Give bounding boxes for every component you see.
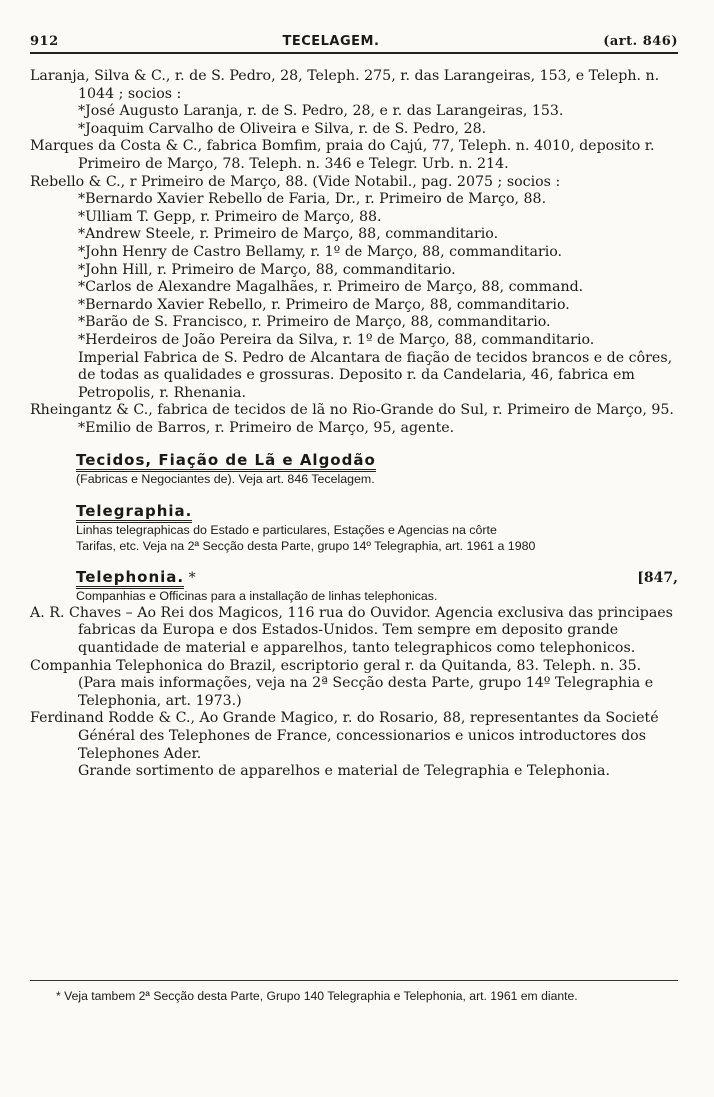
entry-entry-15: Rheingantz & C., fabrica de tecidos de lã no Rio-Grande do Sul, r. Primeiro de Março, 95. xyxy=(30,402,674,419)
section-heading-tecidos: Tecidos, Fiação de Lã e Algodão xyxy=(76,451,376,472)
article-reference: (art. 846) xyxy=(603,34,678,49)
entry-sub-5: *Bernardo Xavier Rebello de Faria, Dr., r. Primeiro de Março, 88. xyxy=(78,191,547,208)
section-heading-telephonia: Telephonia. xyxy=(76,568,184,589)
entry-sub-10: *Carlos de Alexandre Magalhães, r. Primeiro de Março, 88, command. xyxy=(78,279,584,296)
section-note-tecidos: (Fabricas e Negociantes de). Veja art. 846 Tecelagem. xyxy=(76,472,375,487)
entry-sub-11: *Bernardo Xavier Rebello, r. Primeiro de Março, 88, commanditario. xyxy=(78,296,570,313)
entry-sub-1: *José Augusto Laranja, r. de S. Pedro, 28, e r. das Larangeiras, 153. xyxy=(78,103,564,120)
telephonia-star: * xyxy=(188,570,196,587)
entry-sub-12: *Barão de S. Francisco, r. Primeiro de Março, 88, commanditario. xyxy=(78,314,551,331)
section-heading-telegraphia: Telegraphia. xyxy=(76,502,192,523)
section-tecidos xyxy=(76,437,678,488)
section-note-telephonia: Companhias e Officinas para a installação de linhas telephonicas. xyxy=(76,589,438,604)
entry-sub-8: *John Henry de Castro Bellamy, r. 1º de Março, 88, commanditario. xyxy=(78,243,563,260)
page-number: 912 xyxy=(30,34,59,49)
section-telegraphia xyxy=(76,488,678,554)
page-header xyxy=(30,34,678,54)
entry-sub-7: *Andrew Steele, r. Primeiro de Março, 88, commanditario. xyxy=(78,226,499,243)
entry-sub-9: *John Hill, r. Primeiro de Março, 88, commanditario. xyxy=(78,261,456,278)
telephonia-headline xyxy=(76,554,678,589)
footnote xyxy=(30,980,678,1004)
document-body xyxy=(30,68,678,781)
tecelagem-entries xyxy=(30,68,678,437)
telephonia-entries xyxy=(30,605,678,781)
tel-entry-entry-0: A. R. Chaves – Ao Rei dos Magicos, 116 rua do Ouvidor. Agencia exclusiva das principaes fabricas da Europa e dos Estados-Unidos. Tem sempre em deposito grande quantidade de material e apparelhos, tanto telegraphicos como telephonicos. xyxy=(30,604,673,657)
section-note-telegraphia-2: Tarifas, etc. Veja na 2ª Secção desta Parte, grupo 14º Telegraphia, art. 1961 a 1980 xyxy=(76,538,536,553)
telephonia-art-number: [847, xyxy=(637,570,678,587)
section-note-telegraphia-1: Linhas telegraphicas do Estado e particulares, Estações e Agencias na côrte xyxy=(76,523,497,538)
tel-entry-entry-1: Companhia Telephonica do Brazil, escriptorio geral r. da Quitanda, 83. Teleph. n. 35. (Para mais informações, veja na 2ª Secção desta Parte, grupo 14º Telegraphia e Telephonia, art. 1973.) xyxy=(30,657,654,709)
running-title: TECELAGEM. xyxy=(282,34,380,49)
entry-sub-6: *Ulliam T. Gepp, r. Primeiro de Março, 88. xyxy=(78,208,382,225)
entry-sub-13: *Herdeiros de João Pereira da Silva, r. 1º de Março, 88, commanditario. xyxy=(78,331,595,348)
tel-entry-entry-2: Ferdinand Rodde & C., Ao Grande Magico, r. do Rosario, 88, representantes da Societé Général des Telephones de France, concessionarios e unicos introductores dos Telephones Ader. xyxy=(30,710,659,762)
entry-entry-3: Marques da Costa & C., fabrica Bomfim, praia do Cajú, 77, Teleph. n. 4010, deposito r. Primeiro de Março, 78. Teleph. n. 346 e Telegr. Urb. n. 214. xyxy=(30,138,655,172)
entry-entry-4: Rebello & C., r Primeiro de Março, 88. (Vide Notabil., pag. 2075 ; socios : xyxy=(30,173,561,190)
entry-cont-14: Imperial Fabrica de S. Pedro de Alcantara de fiação de tecidos brancos e de côres, de todas as qualidades e grossuras. Deposito r. da Candelaria, 46, fabrica em Petropolis, r. Rhenania. xyxy=(78,349,673,401)
entry-sub-16: *Emilio de Barros, r. Primeiro de Março, 95, agente. xyxy=(78,419,455,436)
tel-entry-cont-3: Grande sortimento de apparelhos e material de Telegraphia e Telephonia. xyxy=(78,763,611,780)
entry-entry-0: Laranja, Silva & C., r. de S. Pedro, 28, Teleph. 275, r. das Larangeiras, 153, e Teleph. n. 1044 ; socios : xyxy=(30,68,660,102)
entry-sub-2: *Joaquim Carvalho de Oliveira e Silva, r. de S. Pedro, 28. xyxy=(78,120,487,137)
section-telephonia xyxy=(76,554,678,605)
footnote-text: * Veja tambem 2ª Secção desta Parte, Grupo 140 Telegraphia e Telephonia, art. 1961 em diante. xyxy=(56,989,578,1003)
